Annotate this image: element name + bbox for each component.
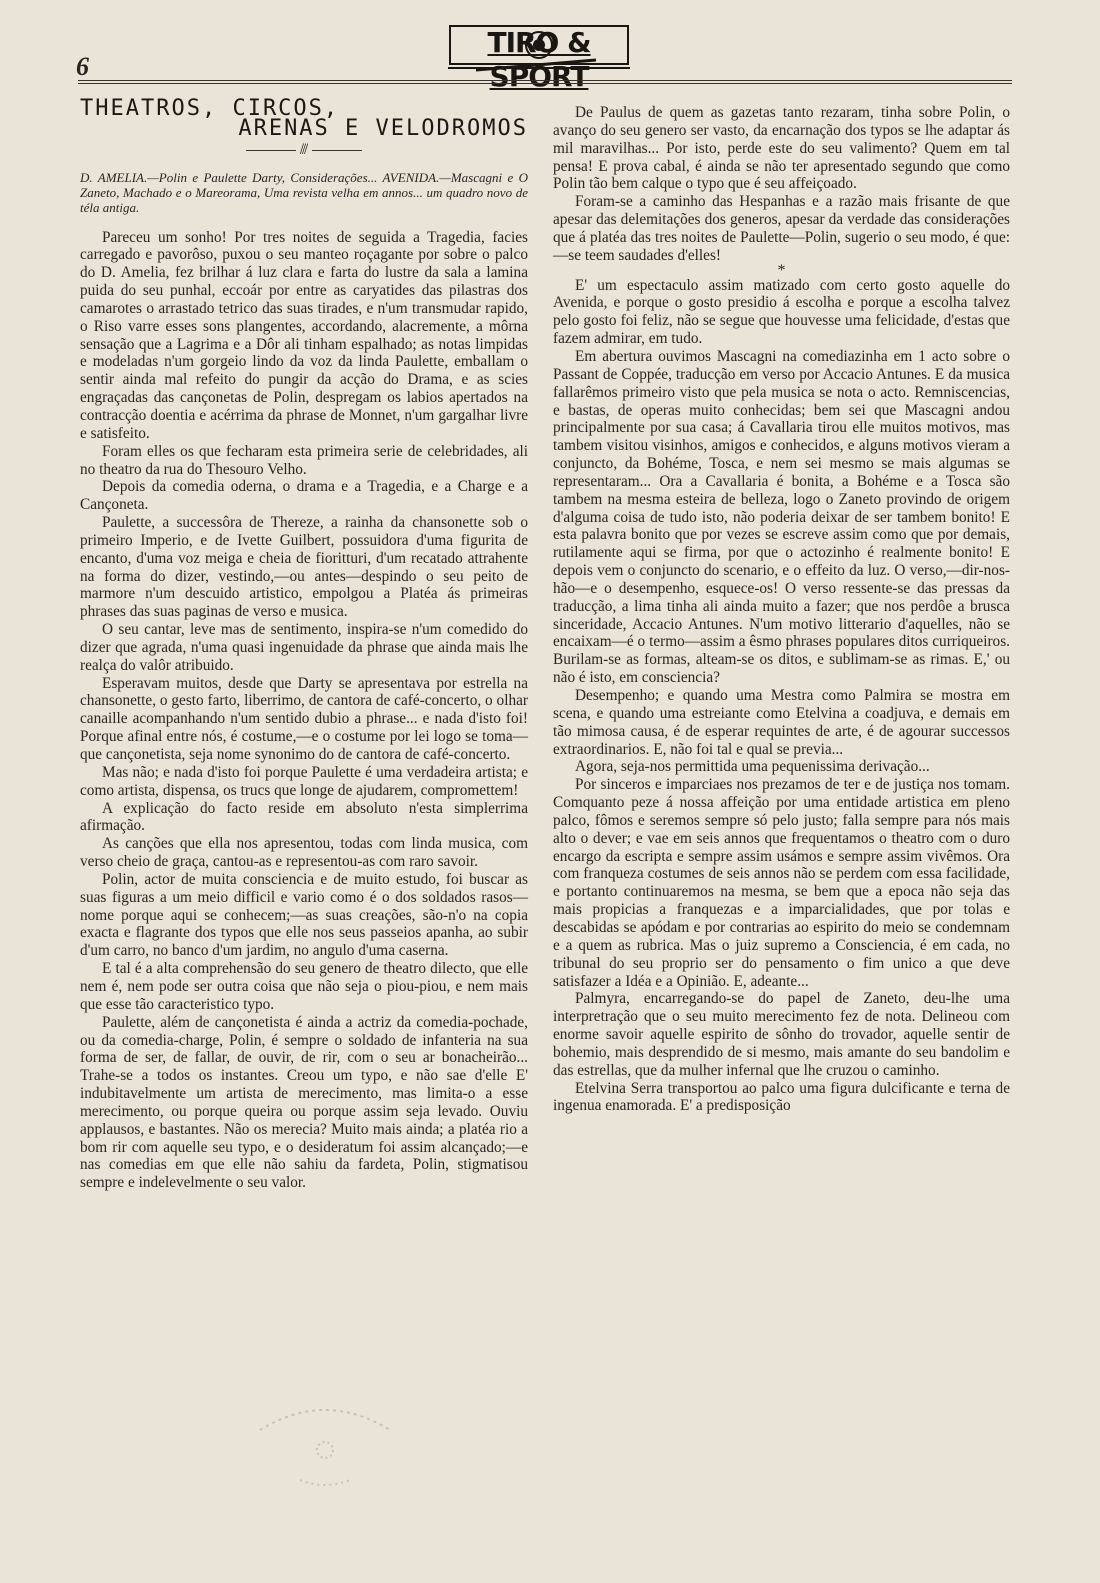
article-title-line-2: ARENAS E VELODROMOS: [238, 115, 528, 141]
paragraph: Agora, seja-nos permittida uma pequenissima derivação...: [575, 758, 930, 776]
paragraph: Palmyra, encarregando-se do papel de Zaneto, deu-lhe uma interpretração que o seu muito merecimento fez de nota. Delineou com enorme savoir aquelle espirito de sônho do trovador, aquelle sentir de bohemio, mais desprendido de si mesmo, mais amante do seu bandolim e das estrellas, que da mulher infernal que lhe cruzou o caminho.: [553, 990, 1010, 1079]
paragraph: Esperavam muitos, desde que Darty se apresentava por estrella na chansonette, o gesto farto, liberrimo, de cantora de café-concerto, o olhar canaille acompanhando n'um sentido dubio a phrase... e nada d'isto foi! Porque afinal entre nós, é costume,—e o costume por lei logo se toma—que cançonetista, seja nome synonimo do de cantora de café-concerto.: [80, 674, 528, 763]
right-column: [553, 104, 1010, 1115]
section-asterisk: *: [777, 261, 786, 279]
paragraph: O seu cantar, leve mas de sentimento, inspira-se n'um comedido do dizer que agrada, n'uma quasi ingenuidade da phrase que ainda mais lhe realça do valôr atribuido.: [80, 621, 528, 674]
paragraph: Pareceu um sonho! Por tres noites de seguida a Tragedia, facies carregado e pavorôso, puxou o seu manteo roçagante por sobre o palco do D. Amelia, fez brilhar á luz clara e farta do lustre da sala a lamina puida do seu punhal, eccoár por entre as caryatides das pilastras dos camarotes o arrastado tetrico das suas tirades, e n'um transmudar rapido, o Riso varre esses sons plangentes, accordando, alacremente, a môrna sensação que a Lagrima e a Dôr ali tinham espalhado; as notas limpidas e modeladas n'um gorgeio lindo da voz da linda Paulette, emballam o sentir ainda mal refeito do pungir da acção do Drama, e as scies engraçadas das cançonetas de Polin, despregam os labios apertados na contracção doentia e acérrima da phrase de Monnet, n'um gargalhar livre e satisfeito.: [80, 228, 528, 442]
paragraph: E tal é a alta comprehensão do seu genero de theatro dilecto, que elle nem é, nem pode ser outra coisa que não seja o piou-piou, e nem mais que esse tão caracteristico typo.: [80, 960, 528, 1013]
paragraph: A explicação do facto reside em absoluto n'esta simplerrima afirmação.: [80, 799, 528, 835]
paragraph: Depois da comedia oderna, o drama e a Tragedia, e a Charge e a Cançoneta.: [80, 478, 528, 514]
paragraph: E' um espectaculo assim matizado com certo gosto aquelle do Avenida, e porque o gosto presidio á escolha e porque a escolha talvez pelo gosto foi feliz, não se segue que houvesse uma felicidade, d'estas que fazem admirar, em tudo.: [553, 276, 1010, 348]
left-column: [80, 96, 528, 1192]
library-stamp-icon: [240, 1390, 410, 1490]
paragraph: Polin, actor de muita consciencia e de muito estudo, foi buscar as suas figuras a um meio difficil e vario como é o dos soldados rasos—nome porque aqui se conhecem;—as suas creações, são-n'o na copia exacta e flagrante dos typos que elle nos seus passeios apanha, ao subir d'um carro, no banco d'um jardim, no angulo d'uma caserna.: [80, 870, 528, 960]
paragraph: Desempenho; e quando uma Mestra como Palmira se mostra em scena, e quando uma estreiante como Etelvina a coadjuva, e demais em tão mimosa causa, é de esperar requintes de arte, é de agourar successos extraordinarios. E, não foi tal e qual se previa...: [553, 687, 1010, 758]
paragraph: Etelvina Serra transportou ao palco uma figura dulcificante e terna de ingenua enamorada. E' a predisposição: [553, 1079, 1010, 1115]
paragraph: As canções que ella nos apresentou, todas com linda musica, com verso cheio de graça, cantou-as e representou-as com raro savoir.: [80, 835, 528, 871]
paragraph: Por sinceros e imparciaes nos prezamos de ter e de justiça nos tomam. Comquanto peze á nossa affeição por uma entidade artistica em pleno palco, fômos e seremos sempre só pelo justo; falla sempre para nós mais alto o dever; e vae em seis annos que frequentamos o theatro com o duro encargo da escripta e sempre assim usámos e sempre assim vivêmos. Ora com franqueza costumes de seis annos não se perdem com essa facilidade, e portanto continuaremos na mesma, se bem que a epoca não seja das mais propicias a franquezas e a imparcialidades, que por tolas e descabidas se apódam e por contrarias ao espirito do meio se condemnam e a quem as rubrica. Mas o juiz supremo a Consciencia, é em cada, no tribunal do seu proprio ser do pensamento o fim unico a que deve satisfazer a Idéa e a Opinião. E, adeante...: [553, 776, 1010, 990]
masthead-logo: [446, 20, 632, 93]
page-number: 6: [76, 52, 89, 81]
paragraph: Paulette, além de cançonetista é ainda a actriz da comedia-pochade, ou da comedia-charge, Polin, é sempre o soldado de infanteria na sua forma de ser, de fallar, de ouvir, de rir, com o seu ar bonacheirão... Trahe-se a todos os instantes. Creou um typo, e não sae d'elle E' indubitavelmente um artista de merecimento, mas limita-o a esse merecimento, ou porque queira ou porque assim seja levado. Ouviu applausos, e bastantes. Não os merecia? Muito mais ainda; a platéa rio a bom rir com aquelle seu typo, e o desideratum foi assim alcançado;—e nas comedias em que elle não sahiu da fardeta, Polin, stigmatisou sempre e indelevelmente o seu valor.: [80, 1013, 528, 1192]
article-title-line-1: THEATROS, CIRCOS,: [80, 96, 340, 121]
article-summary: D. AMELIA.—Polin e Paulette Darty, Considerações... AVENIDA.—Mascagni e O Zaneto, Machado e o Mareorama, Uma revista velha em annos... um quadro novo de téla antiga.: [80, 169, 528, 215]
paragraph: Paulette, a successôra de Thereze, a rainha da chansonette sob o primeiro Imperio, e de Ivette Guilbert, possuidora d'uma figurita de encanto, d'uma voz meiga e cheia de fioritturi, d'um recatado attrahente na forma do dizer, vestindo,—ou antes—despindo o seu peito de marmore n'um descuido artistico, empolgou a Platéa ás primeiras phrases das suas paginas de verso e musica.: [80, 514, 528, 621]
title-ornament: ⫻: [80, 142, 528, 160]
masthead-title: TIRO & SPORT: [487, 26, 591, 93]
paragraph: Em abertura ouvimos Mascagni na comediazinha em 1 acto sobre o Passant de Coppée, traducção em verso por Accacio Antunes. E da musica fallarêmos primeiro visto que pela musica se nota o acto. Remniscencias, e bastas, de operas muito conhecidas; bem sei que Mascagni andou principalmente por sua casa; á Cavallaria tirou elle muitos motivos, mas tambem visitou visinhos, amigos e conhecidos, e alguns motivos vieram a conjuncto, da Bohéme, Tosca, e nem sei mesmo se mais algumas se representaram... Ora a Cavallaria é bonita, a Bohéme e a Tosca são tambem na mesma esteira de belleza, logo o Zaneto provindo de origem d'alguma coisa de tudo isto, não poderia deixar de ser tambem bonito! E esta palavra bonito que por vezes se escreve assim como que por demais, rutilamente aqui se firma, por que o actozinho é realmente bonito! E depois vem o conjuncto do scenario, e o effeito da luz. O verso,—dir-nos-hão—e o desempenho, esquece-os! O verso ressente-se das pressas da traducção, a lima tinha ali ainda muito a fazer; que nos perdôe a brusca sinceridade, Accacio Antunes. N'um motivo litterario d'aquelles, não se encaixam—é o termo—assim a êsmo phrases populares ditos curriqueiros. Burilam-se as formas, alteam-se os ditos, e sublimam-se as rimas. E,' ou não é isto, em consciencia?: [553, 347, 1010, 687]
paragraph: Mas não; e nada d'isto foi porque Paulette é uma verdadeira artista; e como artista, dispensa, os trucs que longe de ajudarem, compromettem!: [80, 763, 528, 799]
paragraph: Foram elles os que fecharam esta primeira serie de celebridades, ali no theatro da rua do Thesouro Velho.: [80, 442, 528, 478]
paragraph: De Paulus de quem as gazetas tanto rezaram, tinha sobre Polin, o avanço do seu genero ser vasto, da encarnação dos typos se lhe adaptar ás mil maravilhas... Por isto, perde este do seu valimento? Quem em tal pensa! E prova cabal, é ainda se não ter apresentado segundo que como Polin tão bem calque o typo que é seu affeiçoado.: [553, 104, 1010, 193]
paragraph: Foram-se a caminho das Hespanhas e a razão mais frisante de que apesar das delemitações dos generos, apesar da verdade das considerações que á platéa das tres noites de Paulette—Polin, sugerio o seu modo, é que:—se teem saudades d'elles!: [553, 193, 1010, 264]
header-rule: [78, 80, 1012, 84]
